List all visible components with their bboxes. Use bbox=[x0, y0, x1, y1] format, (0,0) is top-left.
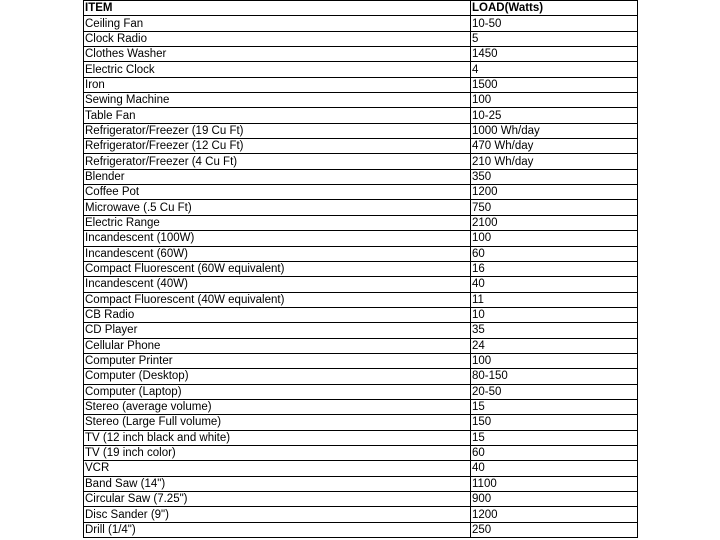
load-cell: 24 bbox=[471, 338, 638, 353]
load-cell: 750 bbox=[471, 200, 638, 215]
load-cell: 11 bbox=[471, 292, 638, 307]
item-cell: Computer (Desktop) bbox=[84, 369, 471, 384]
load-cell: 1100 bbox=[471, 476, 638, 491]
load-cell: 15 bbox=[471, 430, 638, 445]
table-row bbox=[84, 399, 638, 414]
item-cell: Computer Printer bbox=[84, 353, 471, 368]
item-cell: Compact Fluorescent (40W equivalent) bbox=[84, 292, 471, 307]
table-row bbox=[84, 369, 638, 384]
table-row bbox=[84, 231, 638, 246]
load-cell: 100 bbox=[471, 93, 638, 108]
item-cell: Incandescent (100W) bbox=[84, 231, 471, 246]
item-cell: Stereo (average volume) bbox=[84, 399, 471, 414]
load-cell: 900 bbox=[471, 492, 638, 507]
item-cell: Electric Clock bbox=[84, 62, 471, 77]
item-cell: Cellular Phone bbox=[84, 338, 471, 353]
load-cell: 80-150 bbox=[471, 369, 638, 384]
header-load: LOAD(Watts) bbox=[471, 1, 638, 16]
table-row bbox=[84, 307, 638, 322]
item-cell: Incandescent (60W) bbox=[84, 246, 471, 261]
table-row bbox=[84, 200, 638, 215]
item-cell: Refrigerator/Freezer (4 Cu Ft) bbox=[84, 154, 471, 169]
load-cell: 1200 bbox=[471, 185, 638, 200]
table-row bbox=[84, 246, 638, 261]
load-cell: 10 bbox=[471, 307, 638, 322]
item-cell: Circular Saw (7.25") bbox=[84, 492, 471, 507]
table-row bbox=[84, 154, 638, 169]
table-row bbox=[84, 16, 638, 31]
item-cell: Clothes Washer bbox=[84, 47, 471, 62]
item-cell: Microwave (.5 Cu Ft) bbox=[84, 200, 471, 215]
table-row bbox=[84, 62, 638, 77]
item-cell: TV (19 inch color) bbox=[84, 445, 471, 460]
item-cell: Stereo (Large Full volume) bbox=[84, 415, 471, 430]
load-cell: 350 bbox=[471, 169, 638, 184]
table-row bbox=[84, 323, 638, 338]
load-cell: 40 bbox=[471, 277, 638, 292]
table-row bbox=[84, 139, 638, 154]
load-cell: 60 bbox=[471, 445, 638, 460]
item-cell: Clock Radio bbox=[84, 31, 471, 46]
table-row bbox=[84, 261, 638, 276]
load-cell: 1500 bbox=[471, 77, 638, 92]
table-row bbox=[84, 522, 638, 537]
item-cell: Compact Fluorescent (60W equivalent) bbox=[84, 261, 471, 276]
item-cell: Disc Sander (9") bbox=[84, 507, 471, 522]
item-cell: Blender bbox=[84, 169, 471, 184]
load-cell: 10-25 bbox=[471, 108, 638, 123]
load-cell: 1000 Wh/day bbox=[471, 123, 638, 138]
appliance-load-table bbox=[83, 0, 638, 538]
table-row bbox=[84, 31, 638, 46]
item-cell: TV (12 inch black and white) bbox=[84, 430, 471, 445]
load-cell: 210 Wh/day bbox=[471, 154, 638, 169]
item-cell: Electric Range bbox=[84, 215, 471, 230]
load-cell: 150 bbox=[471, 415, 638, 430]
table-row bbox=[84, 384, 638, 399]
item-cell: Band Saw (14") bbox=[84, 476, 471, 491]
table-row bbox=[84, 492, 638, 507]
table-row bbox=[84, 277, 638, 292]
load-cell: 1450 bbox=[471, 47, 638, 62]
load-cell: 10-50 bbox=[471, 16, 638, 31]
item-cell: Table Fan bbox=[84, 108, 471, 123]
load-cell: 470 Wh/day bbox=[471, 139, 638, 154]
item-cell: Refrigerator/Freezer (12 Cu Ft) bbox=[84, 139, 471, 154]
table-row bbox=[84, 338, 638, 353]
load-cell: 35 bbox=[471, 323, 638, 338]
table-row bbox=[84, 169, 638, 184]
table-row bbox=[84, 415, 638, 430]
table-row bbox=[84, 93, 638, 108]
table-row bbox=[84, 108, 638, 123]
item-cell: Coffee Pot bbox=[84, 185, 471, 200]
table-row bbox=[84, 445, 638, 460]
load-cell: 1200 bbox=[471, 507, 638, 522]
load-cell: 5 bbox=[471, 31, 638, 46]
table-row bbox=[84, 461, 638, 476]
load-cell: 15 bbox=[471, 399, 638, 414]
item-cell: Sewing Machine bbox=[84, 93, 471, 108]
load-cell: 40 bbox=[471, 461, 638, 476]
load-cell: 2100 bbox=[471, 215, 638, 230]
item-cell: VCR bbox=[84, 461, 471, 476]
table-row bbox=[84, 476, 638, 491]
table-row bbox=[84, 507, 638, 522]
item-cell: Drill (1/4") bbox=[84, 522, 471, 537]
table-row bbox=[84, 353, 638, 368]
header-row bbox=[84, 1, 638, 16]
item-cell: Ceiling Fan bbox=[84, 16, 471, 31]
item-cell: CD Player bbox=[84, 323, 471, 338]
load-cell: 4 bbox=[471, 62, 638, 77]
load-cell: 60 bbox=[471, 246, 638, 261]
load-cell: 20-50 bbox=[471, 384, 638, 399]
item-cell: Computer (Laptop) bbox=[84, 384, 471, 399]
load-cell: 16 bbox=[471, 261, 638, 276]
table-row bbox=[84, 47, 638, 62]
item-cell: Refrigerator/Freezer (19 Cu Ft) bbox=[84, 123, 471, 138]
table-body bbox=[84, 16, 638, 538]
load-cell: 100 bbox=[471, 353, 638, 368]
item-cell: CB Radio bbox=[84, 307, 471, 322]
table-row bbox=[84, 215, 638, 230]
load-cell: 100 bbox=[471, 231, 638, 246]
table-row bbox=[84, 123, 638, 138]
table-row bbox=[84, 430, 638, 445]
table-row bbox=[84, 185, 638, 200]
header-item: ITEM bbox=[84, 1, 471, 16]
table-row bbox=[84, 77, 638, 92]
item-cell: Iron bbox=[84, 77, 471, 92]
table-row bbox=[84, 292, 638, 307]
item-cell: Incandescent (40W) bbox=[84, 277, 471, 292]
load-cell: 250 bbox=[471, 522, 638, 537]
